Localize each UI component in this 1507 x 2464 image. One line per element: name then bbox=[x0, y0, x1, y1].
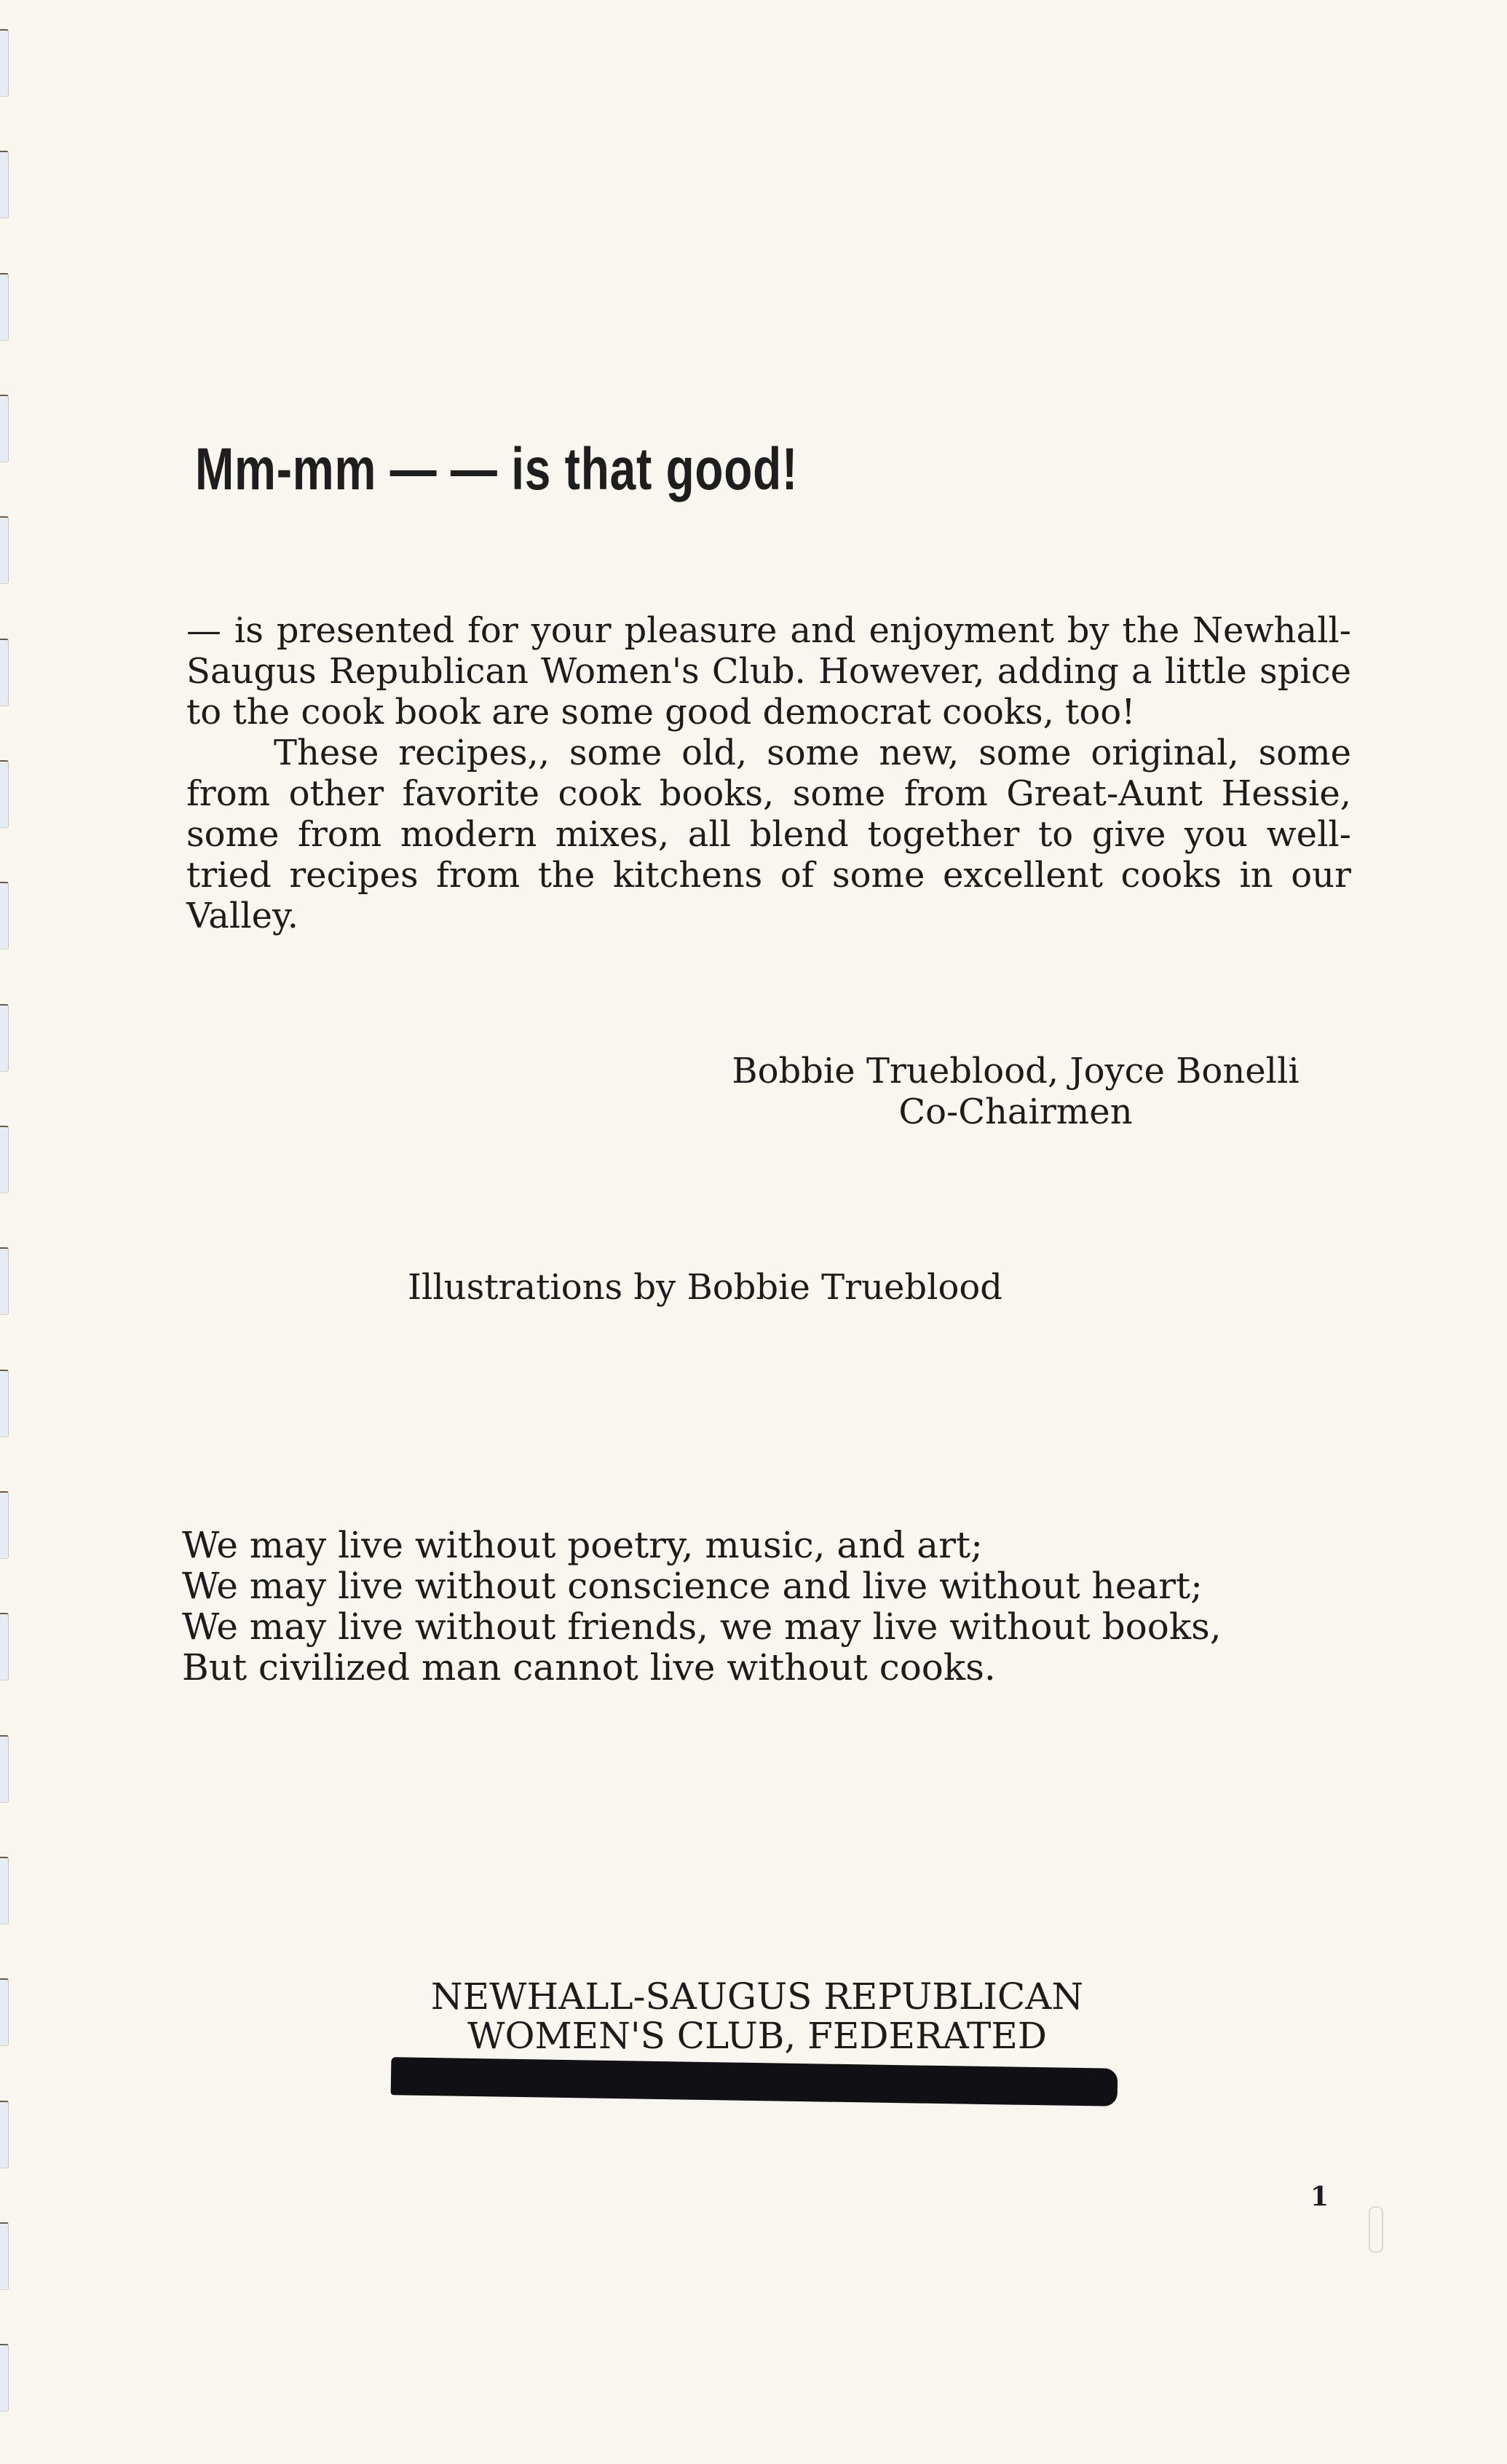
redaction-bar bbox=[391, 2057, 1118, 2106]
poem-line: We may live without friends, we may live without books, bbox=[182, 1606, 1222, 1648]
club-name-line: NEWHALL-SAUGUS REPUBLICAN bbox=[430, 1975, 1084, 2018]
page-title: Mm-mm — — is that good! bbox=[195, 436, 799, 502]
binding-hole bbox=[0, 29, 9, 97]
binding-hole bbox=[0, 1247, 9, 1315]
intro-paragraph: — is presented for your pleasure and enjoyment by the Newhall-Saugus Republican Women's Club. However, adding a little spice to the cook book are some good democrat cooks, too! bbox=[186, 610, 1351, 733]
intro-text bbox=[186, 610, 1351, 936]
binding-hole bbox=[0, 1613, 9, 1681]
intro-paragraph: These recipes,, some old, some new, some original, some from other favorite cook books, some from Great-Aunt Hessie, some from modern mixes, all blend together to give you well-tried recipes from the kitchens of some excellent cooks in our Valley. bbox=[186, 733, 1351, 936]
paper-smudge bbox=[1369, 2206, 1383, 2253]
binding-hole bbox=[0, 882, 9, 949]
page-number: 1 bbox=[1310, 2181, 1329, 2212]
binding-hole bbox=[0, 2222, 9, 2290]
poem-line: We may live without conscience and live without heart; bbox=[182, 1565, 1203, 1607]
spiral-binding-holes bbox=[0, 0, 10, 2464]
binding-hole bbox=[0, 2101, 9, 2168]
binding-hole bbox=[0, 273, 9, 341]
binding-hole bbox=[0, 1735, 9, 1803]
signature-names: Bobbie Trueblood, Joyce Bonelli bbox=[732, 1051, 1300, 1091]
club-name-line: WOMEN'S CLUB, FEDERATED bbox=[467, 2015, 1047, 2057]
binding-hole bbox=[0, 151, 9, 218]
binding-hole bbox=[0, 1126, 9, 1193]
binding-hole bbox=[0, 1857, 9, 1924]
signature-block bbox=[681, 1051, 1350, 1132]
binding-hole bbox=[0, 2344, 9, 2412]
binding-hole bbox=[0, 760, 9, 828]
binding-hole bbox=[0, 1004, 9, 1072]
poem-line: But civilized man cannot live without cooks. bbox=[182, 1646, 996, 1689]
binding-hole bbox=[0, 1491, 9, 1559]
signature-role: Co-Chairmen bbox=[898, 1091, 1133, 1132]
illustrations-credit: Illustrations by Bobbie Trueblood bbox=[408, 1267, 1003, 1308]
binding-hole bbox=[0, 639, 9, 706]
poem-line: We may live without poetry, music, and art; bbox=[182, 1524, 983, 1566]
poem bbox=[182, 1525, 1222, 1688]
binding-hole bbox=[0, 516, 9, 584]
binding-hole bbox=[0, 1370, 9, 1437]
binding-hole bbox=[0, 395, 9, 462]
club-name bbox=[364, 1977, 1150, 2056]
binding-hole bbox=[0, 1978, 9, 2046]
